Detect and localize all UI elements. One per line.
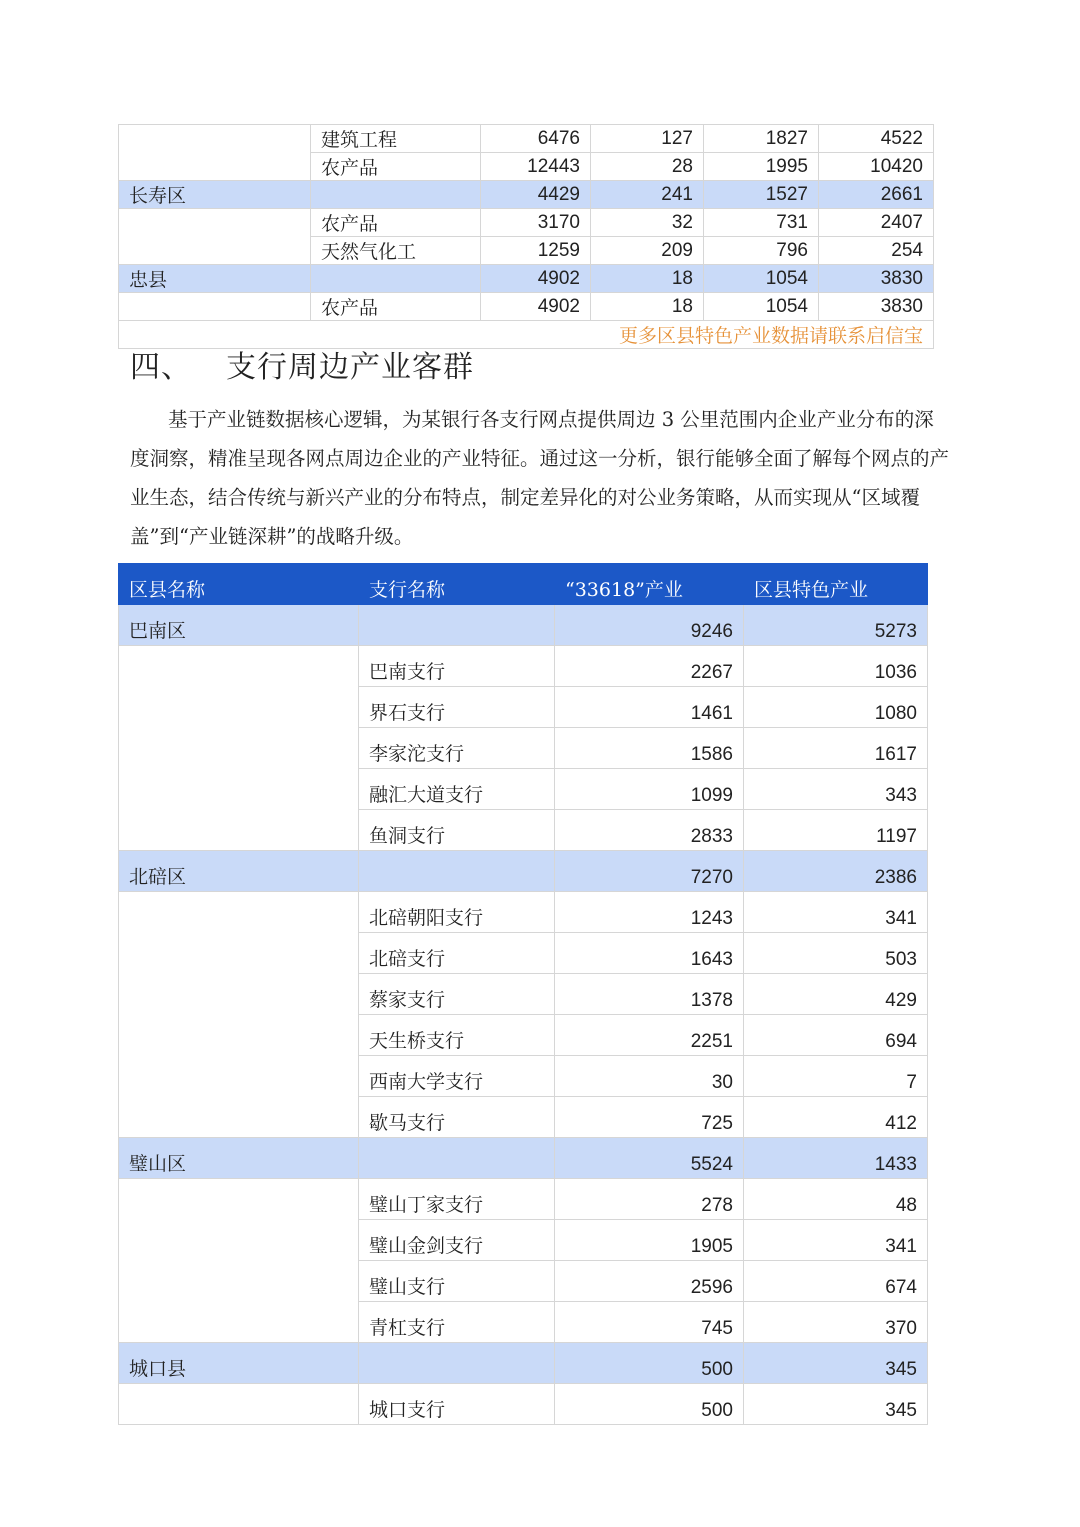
value-cell: 18 (591, 265, 704, 293)
table-row (119, 1056, 928, 1097)
district-cell (119, 892, 359, 933)
district-cell (119, 974, 359, 1015)
value-cell: 1995 (704, 153, 819, 181)
value-33618-cell: 500 (555, 1343, 744, 1384)
value-cell: 796 (704, 237, 819, 265)
district-cell (119, 933, 359, 974)
district-cell (119, 1220, 359, 1261)
branch-cell: 璧山支行 (359, 1261, 555, 1302)
value-33618-cell: 7270 (555, 851, 744, 892)
table-row (119, 687, 928, 728)
district-cell (119, 1179, 359, 1220)
district-cell (119, 1302, 359, 1343)
body-paragraph: 基于产业链数据核心逻辑，为某银行各支行网点提供周边 3 公里范围内企业产业分布的深度洞察，精准呈现各网点周边企业的产业特征。通过这一分析，银行能够全面了解每个网点的产业生态，结合传统与新兴产业的分布特点，制定差异化的对公业务策略，从而实现从“区域覆盖”到“产业链深耕”的战略升级。 (130, 408, 950, 548)
industry-cell: 农产品 (311, 153, 481, 181)
branch-cell (359, 851, 555, 892)
value-characteristic-cell: 1617 (744, 728, 928, 769)
district-cell: 长寿区 (119, 181, 311, 209)
value-cell: 32 (591, 209, 704, 237)
branch-cell: 蔡家支行 (359, 974, 555, 1015)
value-cell: 1054 (704, 265, 819, 293)
district-cell (119, 728, 359, 769)
value-33618-cell: 5524 (555, 1138, 744, 1179)
value-cell: 1827 (704, 125, 819, 153)
branch-cell: 青杠支行 (359, 1302, 555, 1343)
branch-cell: 歇马支行 (359, 1097, 555, 1138)
value-cell: 731 (704, 209, 819, 237)
industry-table-top (118, 124, 934, 349)
value-characteristic-cell: 503 (744, 933, 928, 974)
table-row (119, 1343, 928, 1384)
district-cell (119, 209, 311, 237)
header-branch: 支行名称 (359, 564, 555, 605)
branch-cell: 城口支行 (359, 1384, 555, 1425)
value-cell: 2661 (819, 181, 934, 209)
table-row (119, 810, 928, 851)
value-cell: 127 (591, 125, 704, 153)
value-cell: 12443 (481, 153, 591, 181)
table-header-row (119, 564, 928, 605)
table-row (119, 1302, 928, 1343)
table-row (119, 153, 934, 181)
value-cell: 10420 (819, 153, 934, 181)
value-33618-cell: 2251 (555, 1015, 744, 1056)
value-cell: 4902 (481, 265, 591, 293)
value-characteristic-cell: 1433 (744, 1138, 928, 1179)
district-cell: 璧山区 (119, 1138, 359, 1179)
district-cell: 城口县 (119, 1343, 359, 1384)
value-characteristic-cell: 48 (744, 1179, 928, 1220)
table-row (119, 1097, 928, 1138)
value-cell: 3830 (819, 293, 934, 321)
value-33618-cell: 9246 (555, 605, 744, 646)
section-title: 支行周边产业客群 (226, 350, 474, 385)
district-cell (119, 125, 311, 153)
value-cell: 3170 (481, 209, 591, 237)
table-row (119, 646, 928, 687)
branch-cell: 北碚支行 (359, 933, 555, 974)
value-characteristic-cell: 370 (744, 1302, 928, 1343)
industry-cell: 农产品 (311, 293, 481, 321)
table-row (119, 1220, 928, 1261)
table-row (119, 293, 934, 321)
value-cell: 254 (819, 237, 934, 265)
value-33618-cell: 745 (555, 1302, 744, 1343)
district-cell (119, 1261, 359, 1302)
value-33618-cell: 1905 (555, 1220, 744, 1261)
value-characteristic-cell: 1197 (744, 810, 928, 851)
district-cell (119, 646, 359, 687)
table-row (119, 181, 934, 209)
value-cell: 28 (591, 153, 704, 181)
branch-cell: 璧山金剑支行 (359, 1220, 555, 1261)
value-cell: 18 (591, 293, 704, 321)
value-characteristic-cell: 429 (744, 974, 928, 1015)
branch-cell (359, 1343, 555, 1384)
branch-cell: 西南大学支行 (359, 1056, 555, 1097)
table-row (119, 605, 928, 646)
table-row (119, 237, 934, 265)
table-row (119, 1179, 928, 1220)
branch-industry-table (118, 563, 928, 1425)
value-cell: 1259 (481, 237, 591, 265)
value-cell: 6476 (481, 125, 591, 153)
table-row (119, 209, 934, 237)
value-characteristic-cell: 2386 (744, 851, 928, 892)
branch-cell: 李家沱支行 (359, 728, 555, 769)
header-district: 区县名称 (119, 564, 359, 605)
value-characteristic-cell: 345 (744, 1384, 928, 1425)
value-33618-cell: 1378 (555, 974, 744, 1015)
value-33618-cell: 2833 (555, 810, 744, 851)
value-cell: 1054 (704, 293, 819, 321)
industry-cell: 农产品 (311, 209, 481, 237)
footer-note: 更多区县特色产业数据请联系启信宝 (119, 321, 934, 349)
value-characteristic-cell: 345 (744, 1343, 928, 1384)
district-cell (119, 153, 311, 181)
branch-cell (359, 1138, 555, 1179)
value-33618-cell: 1586 (555, 728, 744, 769)
value-cell: 209 (591, 237, 704, 265)
table-row (119, 1384, 928, 1425)
value-33618-cell: 1243 (555, 892, 744, 933)
value-cell: 2407 (819, 209, 934, 237)
district-cell (119, 293, 311, 321)
table-row (119, 974, 928, 1015)
branch-cell: 璧山丁家支行 (359, 1179, 555, 1220)
district-cell (119, 1056, 359, 1097)
branch-cell: 天生桥支行 (359, 1015, 555, 1056)
district-cell (119, 687, 359, 728)
industry-cell (311, 265, 481, 293)
table-row (119, 933, 928, 974)
district-cell (119, 1097, 359, 1138)
district-cell (119, 237, 311, 265)
value-characteristic-cell: 412 (744, 1097, 928, 1138)
header-33618-industry: “33618”产业 (555, 564, 744, 605)
district-cell (119, 1384, 359, 1425)
value-cell: 3830 (819, 265, 934, 293)
branch-cell: 融汇大道支行 (359, 769, 555, 810)
value-characteristic-cell: 694 (744, 1015, 928, 1056)
district-cell (119, 769, 359, 810)
industry-cell: 天然气化工 (311, 237, 481, 265)
value-cell: 1527 (704, 181, 819, 209)
district-cell: 忠县 (119, 265, 311, 293)
table-row (119, 1261, 928, 1302)
value-characteristic-cell: 1080 (744, 687, 928, 728)
table-row (119, 1138, 928, 1179)
table-row (119, 851, 928, 892)
section-heading (130, 342, 474, 386)
table-row (119, 769, 928, 810)
value-cell: 241 (591, 181, 704, 209)
value-characteristic-cell: 1036 (744, 646, 928, 687)
table-row (119, 892, 928, 933)
district-cell: 北碚区 (119, 851, 359, 892)
value-33618-cell: 2596 (555, 1261, 744, 1302)
value-33618-cell: 1461 (555, 687, 744, 728)
value-33618-cell: 1643 (555, 933, 744, 974)
table-row (119, 265, 934, 293)
value-33618-cell: 30 (555, 1056, 744, 1097)
header-characteristic-industry: 区县特色产业 (744, 564, 928, 605)
industry-cell (311, 181, 481, 209)
district-cell: 巴南区 (119, 605, 359, 646)
branch-cell: 巴南支行 (359, 646, 555, 687)
value-33618-cell: 278 (555, 1179, 744, 1220)
value-characteristic-cell: 7 (744, 1056, 928, 1097)
value-characteristic-cell: 343 (744, 769, 928, 810)
value-33618-cell: 2267 (555, 646, 744, 687)
branch-cell (359, 605, 555, 646)
industry-cell: 建筑工程 (311, 125, 481, 153)
district-cell (119, 1015, 359, 1056)
value-cell: 4429 (481, 181, 591, 209)
value-33618-cell: 500 (555, 1384, 744, 1425)
section-number: 四、 (130, 350, 192, 385)
value-characteristic-cell: 341 (744, 1220, 928, 1261)
value-cell: 4522 (819, 125, 934, 153)
value-characteristic-cell: 341 (744, 892, 928, 933)
value-33618-cell: 1099 (555, 769, 744, 810)
value-characteristic-cell: 674 (744, 1261, 928, 1302)
table-row (119, 1015, 928, 1056)
table-row (119, 125, 934, 153)
branch-cell: 鱼洞支行 (359, 810, 555, 851)
branch-cell: 界石支行 (359, 687, 555, 728)
value-33618-cell: 725 (555, 1097, 744, 1138)
value-characteristic-cell: 5273 (744, 605, 928, 646)
district-cell (119, 810, 359, 851)
value-cell: 4902 (481, 293, 591, 321)
table-row (119, 728, 928, 769)
branch-cell: 北碚朝阳支行 (359, 892, 555, 933)
